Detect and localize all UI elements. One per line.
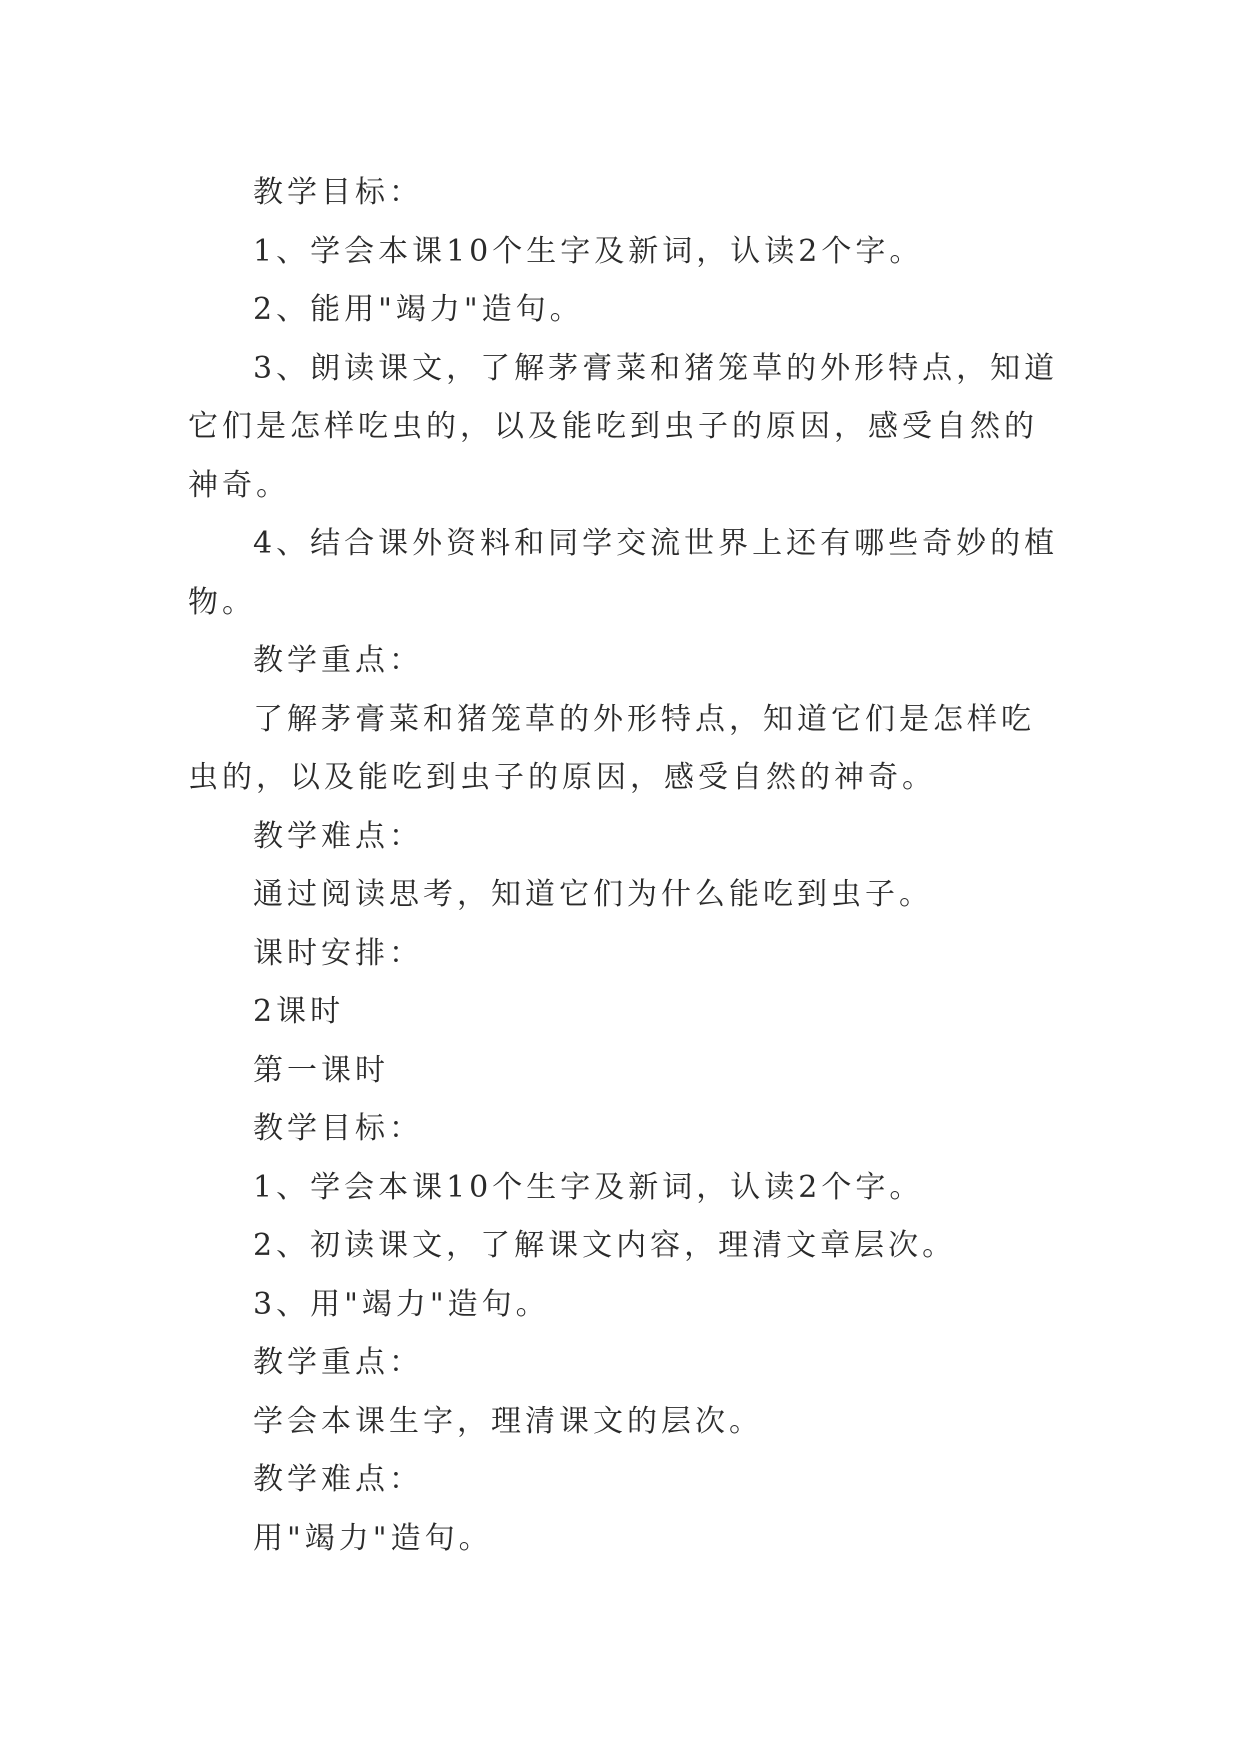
heading-first-lesson-difficulty: 教学难点： [253, 1462, 423, 1497]
teaching-difficulty-text: 通过阅读思考，知道它们为什么能吃到虫子。 [253, 877, 933, 912]
heading-first-lesson-focus: 教学重点： [253, 1345, 423, 1380]
goal-item-4: 4、结合课外资料和同学交流世界上还有哪些奇妙的植物。 [188, 526, 1059, 620]
heading-first-lesson-goals: 教学目标： [253, 1111, 423, 1146]
first-lesson-focus-text: 学会本课生字，理清课文的层次。 [253, 1403, 763, 1439]
first-lesson-goal-1: 1、学会本课10个生字及新词，认读2个字。 [253, 1169, 924, 1205]
document-body [188, 164, 1060, 1568]
schedule-text: 2课时 [253, 994, 345, 1029]
first-lesson-goal-3: 3、用"竭力"造句。 [253, 1286, 550, 1322]
first-lesson-goal-2: 2、初读课文，了解课文内容，理清文章层次。 [253, 1228, 957, 1263]
heading-teaching-difficulty: 教学难点： [253, 818, 423, 854]
goal-item-3: 3、朗读课文，了解茅膏菜和猪笼草的外形特点，知道它们是怎样吃虫的，以及能吃到虫子的原因，感受自然的神奇。 [188, 350, 1059, 503]
first-lesson-difficulty-text: 用"竭力"造句。 [253, 1520, 493, 1556]
heading-teaching-focus: 教学重点： [253, 643, 423, 678]
heading-first-lesson: 第一课时 [253, 1052, 389, 1088]
heading-schedule: 课时安排： [253, 935, 423, 971]
teaching-focus-text: 了解茅膏菜和猪笼草的外形特点，知道它们是怎样吃虫的，以及能吃到虫子的原因，感受自然的神奇。 [188, 701, 1035, 795]
goal-item-2: 2、能用"竭力"造句。 [253, 292, 584, 327]
goal-item-1: 1、学会本课10个生字及新词，认读2个字。 [253, 233, 924, 269]
heading-teaching-goals: 教学目标： [253, 175, 423, 210]
